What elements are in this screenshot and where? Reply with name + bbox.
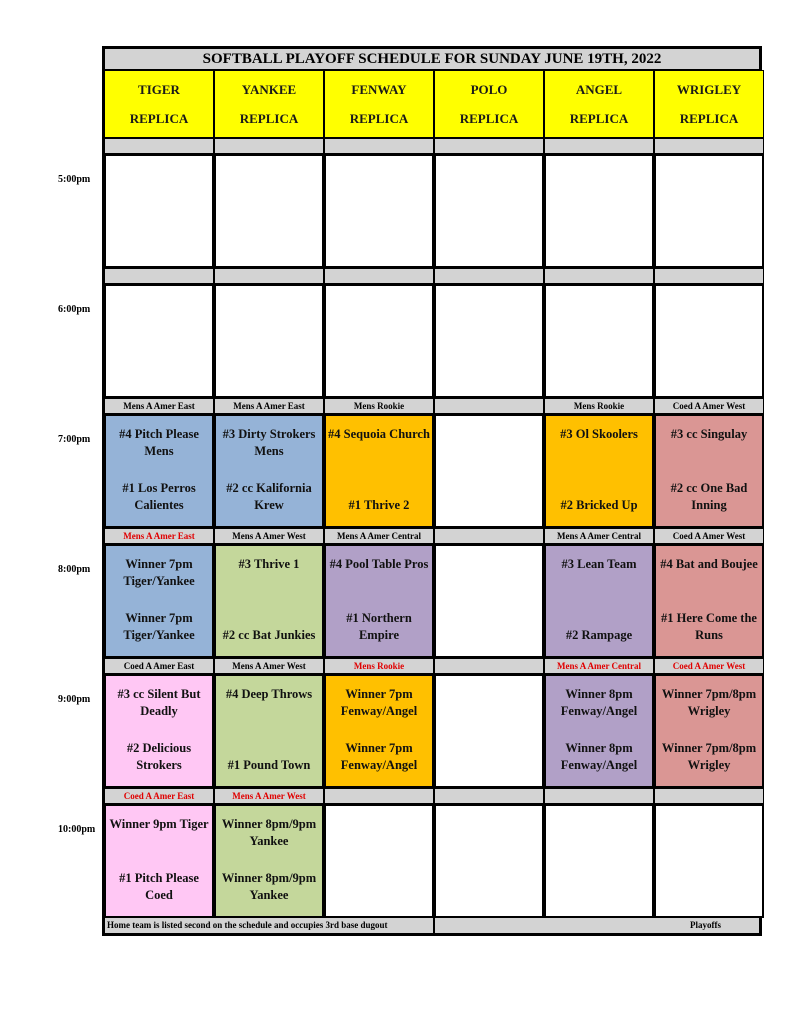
game-cell (324, 674, 434, 788)
empty-game-cell (654, 804, 764, 918)
game-cell (214, 414, 324, 528)
empty-game-cell (434, 804, 544, 918)
game-cell (654, 414, 764, 528)
division-label: Coed A Amer West (654, 528, 764, 544)
field-header-polo (434, 70, 544, 138)
away-team: #3 cc Singulay (670, 427, 748, 441)
game-cell (214, 674, 324, 788)
time-label: 6:00pm (58, 304, 91, 315)
away-team: #3 cc Silent But Deadly (117, 687, 201, 718)
home-team: #1 Los Perros Calientes (122, 481, 196, 512)
divider-bar (104, 268, 214, 284)
home-team: #2 cc One Bad Inning (670, 481, 748, 512)
divider-bar (544, 268, 654, 284)
time-label: 8:00pm (58, 564, 91, 575)
divider-bar (104, 138, 214, 154)
divider-bar (324, 268, 434, 284)
away-team: #3 Ol Skoolers (560, 427, 638, 441)
division-label: Mens A Amer West (214, 788, 324, 804)
game-cell (104, 544, 214, 658)
away-team: #3 Dirty Strokers Mens (222, 427, 316, 458)
away-team: #3 Lean Team (561, 557, 637, 571)
divider-bar (434, 528, 544, 544)
field-subtitle: REPLICA (569, 110, 629, 126)
division-label: Coed A Amer East (104, 658, 214, 674)
home-team: #1 Northern Empire (346, 611, 412, 642)
empty-game-cell (104, 154, 214, 268)
away-team: Winner 7pm/8pm Wrigley (661, 687, 757, 718)
divider-bar (214, 268, 324, 284)
field-header-yankee (214, 70, 324, 138)
time-label: 5:00pm (58, 174, 91, 185)
division-label: Mens A Amer East (104, 528, 214, 544)
game-cell (214, 544, 324, 658)
game-cell (324, 544, 434, 658)
footer-note: Home team is listed second on the schedule and occupies 3rd base dugout (104, 916, 434, 934)
empty-game-cell (324, 154, 434, 268)
home-team: #2 Delicious Strokers (126, 741, 192, 772)
away-team: #4 Sequoia Church (328, 427, 430, 441)
field-subtitle: REPLICA (679, 110, 739, 126)
empty-game-cell (214, 154, 324, 268)
field-subtitle: REPLICA (349, 110, 409, 126)
division-label: Mens A Amer West (214, 658, 324, 674)
divider-bar (434, 398, 544, 414)
home-team: #2 cc Bat Junkies (222, 628, 316, 642)
home-team: Winner 7pm Tiger/Yankee (123, 611, 195, 642)
time-label: 9:00pm (58, 694, 91, 705)
division-label: Mens Rookie (324, 398, 434, 414)
field-name: FENWAY (351, 81, 407, 97)
empty-game-cell (324, 804, 434, 918)
field-header-angel (544, 70, 654, 138)
away-team: Winner 8pm/9pm Yankee (221, 817, 317, 848)
empty-game-cell (104, 284, 214, 398)
empty-game-cell (654, 154, 764, 268)
game-cell (544, 674, 654, 788)
away-team: #4 Pool Table Pros (329, 557, 429, 571)
away-team: Winner 9pm Tiger (109, 817, 209, 831)
divider-bar (654, 138, 764, 154)
field-name: TIGER (138, 81, 180, 97)
home-team: Winner 8pm Fenway/Angel (560, 741, 638, 772)
game-cell (104, 804, 214, 918)
away-team: #3 Thrive 1 (238, 557, 300, 571)
home-team: #1 Here Come the Runs (661, 611, 757, 642)
away-team: Winner 7pm Tiger/Yankee (123, 557, 195, 588)
field-name: ANGEL (575, 81, 623, 97)
division-label: Mens A Amer East (104, 398, 214, 414)
division-label: Mens Rookie (324, 658, 434, 674)
divider-bar (654, 268, 764, 284)
division-label: Coed A Amer West (654, 398, 764, 414)
field-subtitle: REPLICA (459, 110, 519, 126)
divider-bar (214, 138, 324, 154)
field-header-wrigley (654, 70, 764, 138)
time-label: 10:00pm (58, 824, 96, 835)
field-name: WRIGLEY (676, 81, 742, 97)
empty-game-cell (324, 284, 434, 398)
divider-bar (324, 138, 434, 154)
game-cell (104, 414, 214, 528)
away-team: Winner 8pm Fenway/Angel (560, 687, 638, 718)
field-name: POLO (470, 81, 508, 97)
empty-game-cell (434, 284, 544, 398)
divider-bar (324, 788, 434, 804)
home-team: #1 Thrive 2 (348, 498, 410, 512)
divider-bar (434, 268, 544, 284)
home-team: #2 cc Kalifornia Krew (226, 481, 312, 512)
division-label: Mens A Amer Central (544, 658, 654, 674)
empty-game-cell (544, 284, 654, 398)
game-cell (544, 544, 654, 658)
game-cell (544, 414, 654, 528)
division-label: Mens Rookie (544, 398, 654, 414)
away-team: #4 Bat and Boujee (660, 557, 758, 571)
empty-game-cell (434, 544, 544, 658)
game-cell (214, 804, 324, 918)
home-team: #2 Bricked Up (560, 498, 638, 512)
empty-game-cell (214, 284, 324, 398)
footer-playoffs-label: Playoffs (434, 916, 760, 934)
division-label: Coed A Amer East (104, 788, 214, 804)
home-team: Winner 7pm Fenway/Angel (340, 741, 418, 772)
field-name: YANKEE (241, 81, 297, 97)
empty-game-cell (544, 804, 654, 918)
divider-bar (434, 658, 544, 674)
field-header-tiger (104, 70, 214, 138)
game-cell (654, 544, 764, 658)
empty-game-cell (654, 284, 764, 398)
field-subtitle: REPLICA (129, 110, 189, 126)
divider-bar (544, 788, 654, 804)
divider-bar (654, 788, 764, 804)
game-cell (654, 674, 764, 788)
division-label: Coed A Amer West (654, 658, 764, 674)
division-label: Mens A Amer Central (324, 528, 434, 544)
empty-game-cell (434, 414, 544, 528)
empty-game-cell (434, 674, 544, 788)
home-team: #1 Pitch Please Coed (119, 871, 199, 902)
game-cell (324, 414, 434, 528)
schedule-sheet (102, 46, 762, 936)
empty-game-cell (434, 154, 544, 268)
empty-game-cell (544, 154, 654, 268)
home-team: Winner 8pm/9pm Yankee (221, 871, 317, 902)
field-subtitle: REPLICA (239, 110, 299, 126)
away-team: #4 Pitch Please Mens (119, 427, 199, 458)
division-label: Mens A Amer West (214, 528, 324, 544)
home-team: #2 Rampage (565, 628, 633, 642)
time-label: 7:00pm (58, 434, 91, 445)
field-header-fenway (324, 70, 434, 138)
divider-bar (544, 138, 654, 154)
away-team: #4 Deep Throws (225, 687, 313, 701)
home-team: #1 Pound Town (227, 758, 311, 772)
away-team: Winner 7pm Fenway/Angel (340, 687, 418, 718)
home-team: Winner 7pm/8pm Wrigley (661, 741, 757, 772)
division-label: Mens A Amer East (214, 398, 324, 414)
game-cell (104, 674, 214, 788)
division-label: Mens A Amer Central (544, 528, 654, 544)
schedule-title: SOFTBALL PLAYOFF SCHEDULE FOR SUNDAY JUNE 19TH, 2022 (104, 48, 760, 70)
divider-bar (434, 788, 544, 804)
divider-bar (434, 138, 544, 154)
